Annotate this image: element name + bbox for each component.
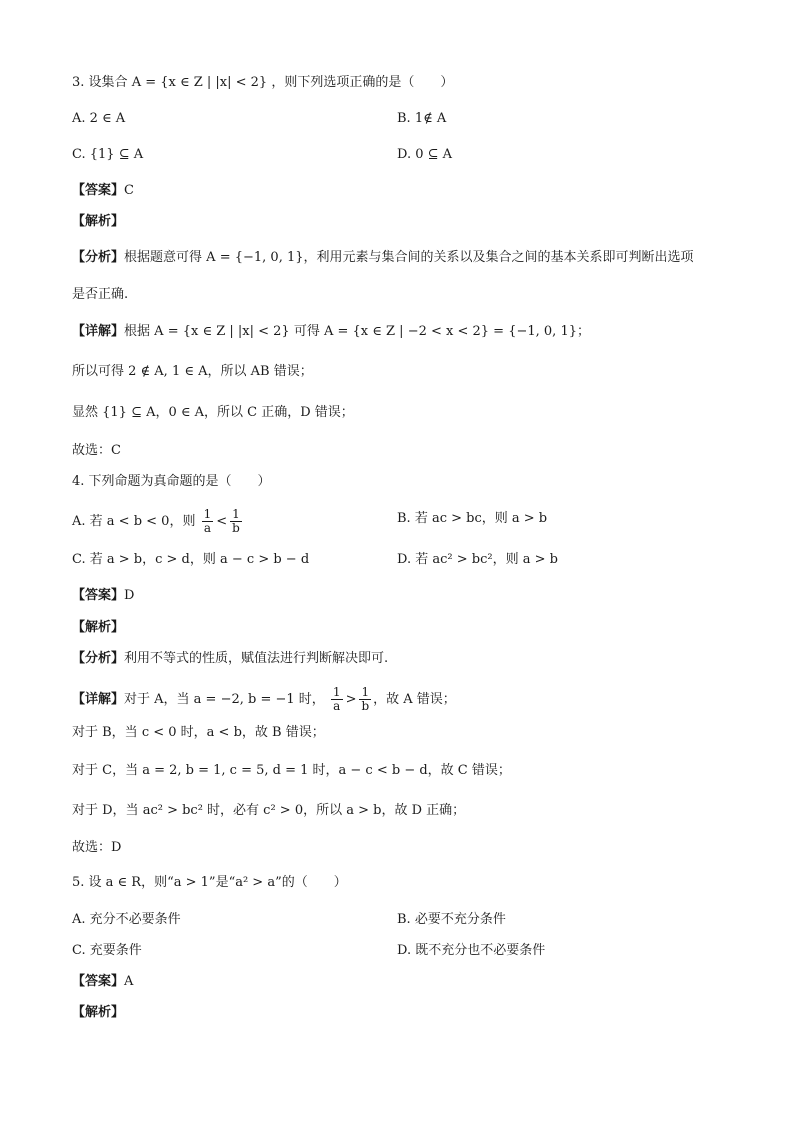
- analysis-text: 根据题意可得: [124, 250, 203, 265]
- q3-stem-tail: ，则下列选项正确的是（ ）: [271, 75, 454, 90]
- denominator: a: [333, 699, 341, 713]
- analysis-set: A = {−1, 0, 1}: [206, 250, 304, 265]
- analysis-text-tail: ，利用元素与集合间的关系以及集合之间的基本关系即可判断出选项: [303, 250, 694, 265]
- q3-analysis: [72, 249, 694, 267]
- q3-detail: [72, 323, 590, 341]
- numerator: 1: [332, 685, 341, 699]
- fraction-1-over-b: [230, 508, 242, 535]
- q4-choose: 故选：D: [72, 840, 122, 855]
- detail-label: 【详解】: [72, 324, 125, 339]
- q5-stem: 5. 设 a ∈ R，则“a > 1”是“a² > a”的（ ）: [72, 875, 347, 890]
- q5-option-c: C. 充要条件: [72, 943, 142, 958]
- q4-answer: [72, 587, 134, 605]
- q4-detail-b: 对于 B，当 c < 0 时，a < b，故 B 错误；: [72, 725, 325, 740]
- q3-set-definition: A = {x ∈ Z | |x| < 2}: [131, 75, 268, 90]
- analysis-label: 【分析】: [72, 651, 125, 666]
- relation: <: [216, 514, 228, 529]
- q4-analysis: [72, 650, 388, 668]
- q3-choose: 故选：C: [72, 443, 121, 458]
- answer-value: C: [124, 183, 134, 198]
- denominator: a: [203, 521, 211, 535]
- detail-text-tail: ，故 A 错误；: [373, 692, 456, 707]
- q4-option-a: [72, 508, 244, 535]
- q5-option-d: D. 既不充分也不必要条件: [397, 943, 546, 958]
- q3-option-a: A. 2 ∈ A: [72, 111, 126, 126]
- q4-option-c: C. 若 a > b，c > d，则 a − c > b − d: [72, 552, 310, 567]
- q3-analysis-cont: 是否正确.: [72, 287, 129, 302]
- q3-detail-line2: 所以可得 2 ∉ A, 1 ∈ A，所以 AB 错误；: [72, 364, 313, 379]
- detail-text: 根据: [124, 324, 151, 339]
- detail-set1: A = {x ∈ Z | |x| < 2}: [154, 324, 290, 339]
- q5-jiexi-heading: 【解析】: [72, 1005, 125, 1020]
- fraction-1-over-a: [202, 508, 214, 535]
- q3-detail-line3: 显然 {1} ⊆ A，0 ∈ A，所以 C 正确，D 错误；: [72, 405, 354, 420]
- detail-label: 【详解】: [72, 692, 125, 707]
- detail-text-mid: 可得: [293, 324, 320, 339]
- q4-detail-d: 对于 D，当 ac² > bc² 时，必有 c² > 0，所以 a > b，故 D 正确；: [72, 803, 466, 818]
- q3-answer: [72, 182, 134, 200]
- detail-text-end: ；: [576, 324, 590, 339]
- fraction-1-over-a: [331, 686, 343, 713]
- q4-detail-a: [72, 686, 456, 713]
- q4-option-a-text: A. 若 a < b < 0，则: [72, 514, 196, 529]
- fraction-1-over-b: [359, 686, 371, 713]
- denominator: b: [361, 699, 370, 713]
- numerator: 1: [232, 507, 240, 521]
- q3-option-d: D. 0 ⊆ A: [397, 147, 453, 162]
- numerator: 1: [361, 685, 370, 699]
- answer-label: 【答案】: [72, 183, 125, 198]
- relation: >: [345, 692, 357, 707]
- analysis-text: 利用不等式的性质，赋值法进行判断解决即可.: [124, 651, 389, 666]
- analysis-label: 【分析】: [72, 250, 125, 265]
- q5-option-b: B. 必要不充分条件: [397, 912, 506, 927]
- answer-label: 【答案】: [72, 974, 125, 989]
- q4-option-d: D. 若 ac² > bc²，则 a > b: [397, 552, 558, 567]
- q4-stem: 4. 下列命题为真命题的是（ ）: [72, 474, 271, 489]
- q3-jiexi-heading: 【解析】: [72, 214, 125, 229]
- q5-option-a: A. 充分不必要条件: [72, 912, 181, 927]
- detail-text: 对于 A，当 a = −2, b = −1 时，: [124, 692, 325, 707]
- q4-option-b: B. 若 ac > bc，则 a > b: [397, 511, 548, 526]
- denominator: b: [232, 521, 240, 535]
- q3-option-b: B. 1∉ A: [397, 111, 447, 126]
- numerator: 1: [203, 507, 212, 521]
- q5-answer: [72, 973, 133, 991]
- answer-value: D: [124, 588, 135, 603]
- q4-jiexi-heading: 【解析】: [72, 620, 125, 635]
- q3-stem-text: 3. 设集合: [72, 75, 128, 90]
- q3-option-c: C. {1} ⊆ A: [72, 147, 144, 162]
- answer-label: 【答案】: [72, 588, 125, 603]
- q3-stem: [72, 74, 453, 92]
- q4-detail-c: 对于 C，当 a = 2, b = 1, c = 5, d = 1 时，a − c < b − d，故 C 错误；: [72, 763, 511, 778]
- answer-value: A: [124, 974, 134, 989]
- detail-set2: A = {x ∈ Z | −2 < x < 2} = {−1, 0, 1}: [323, 324, 577, 339]
